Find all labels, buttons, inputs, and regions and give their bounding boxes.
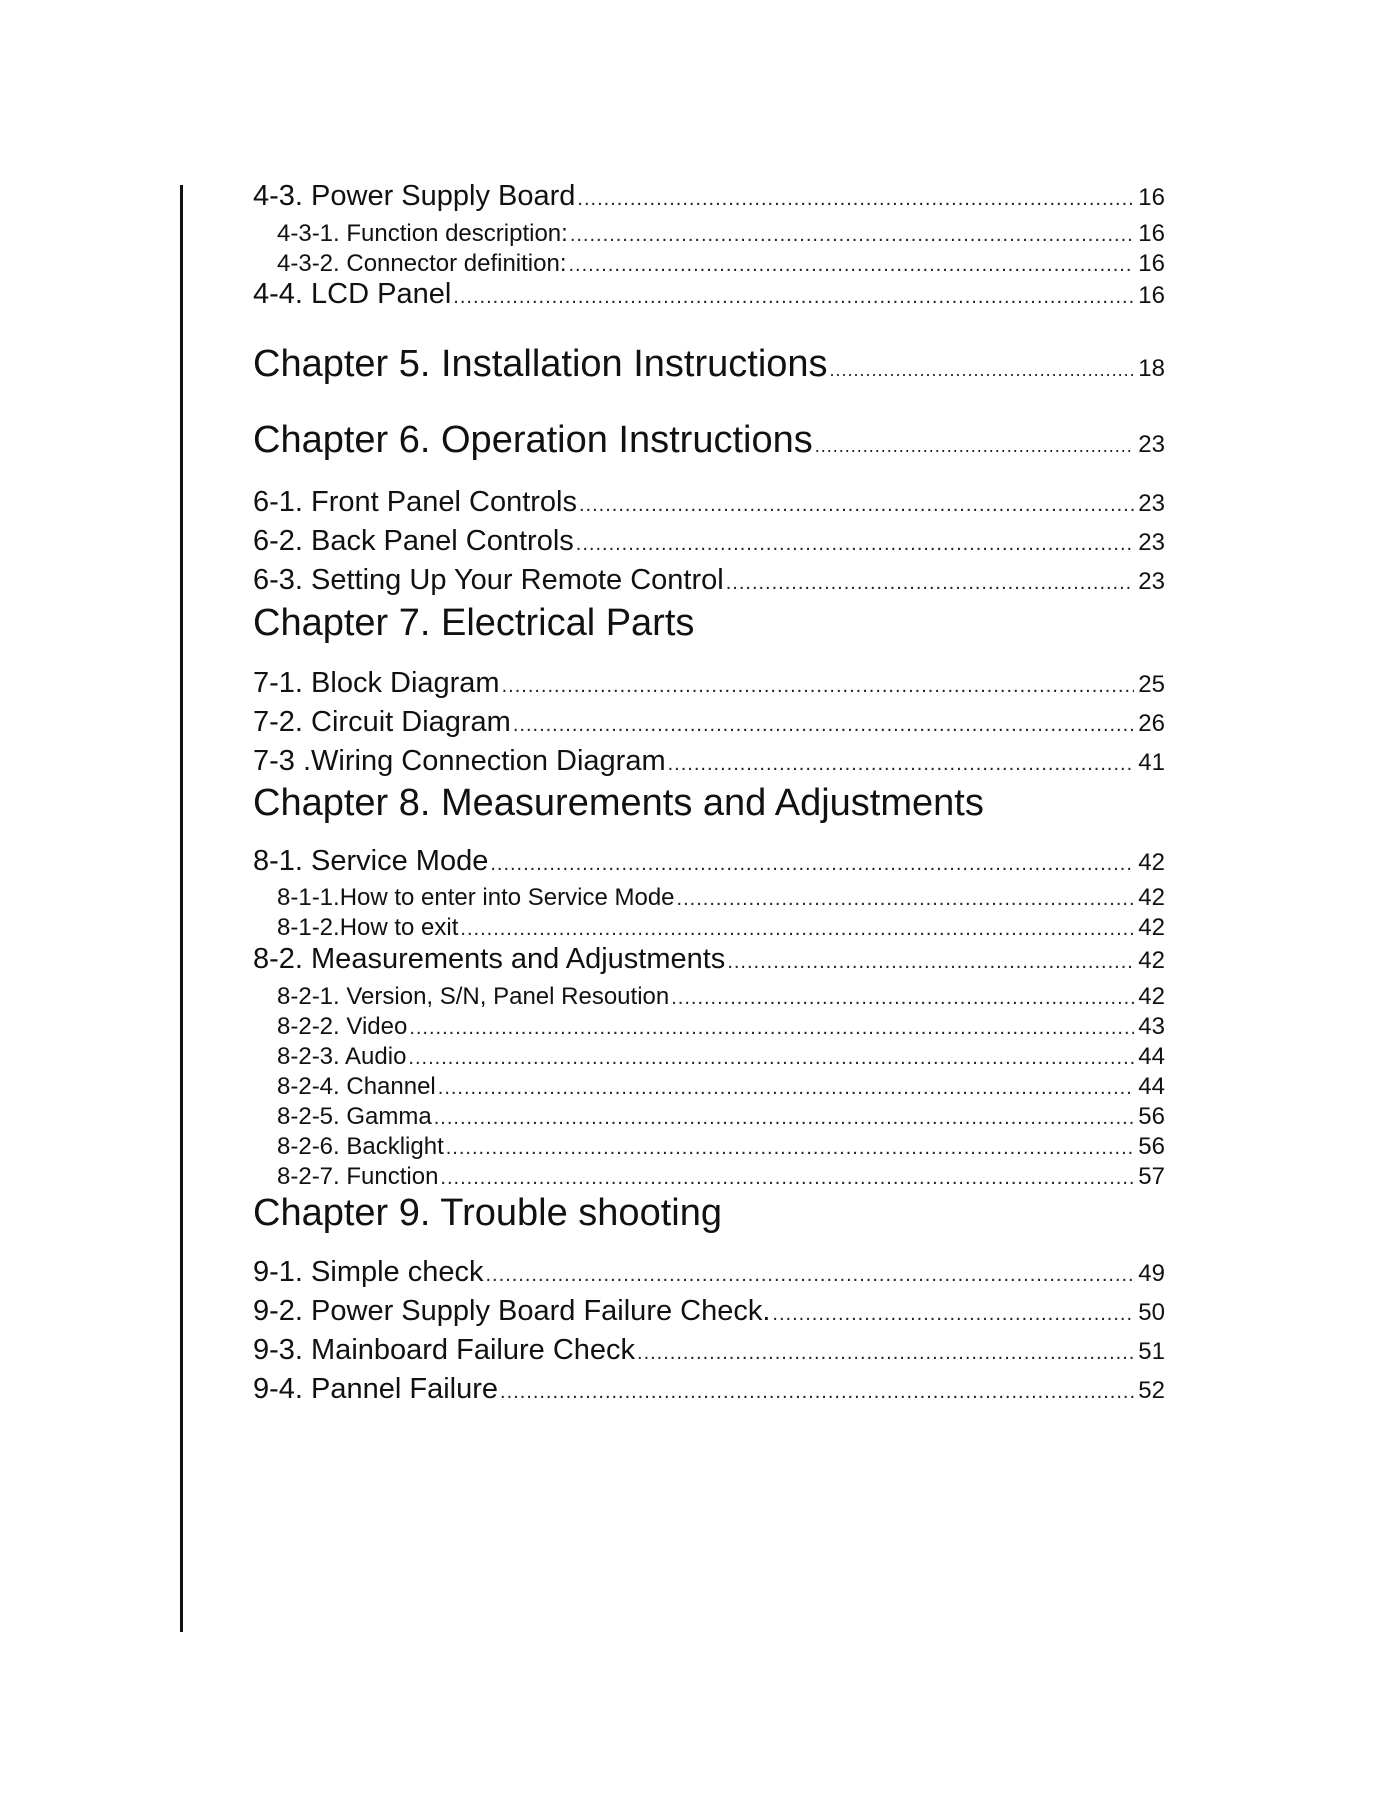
table-of-contents — [253, 0, 1165, 1812]
toc-entry-page: 42 — [1138, 947, 1165, 974]
toc-entry-6-2[interactable] — [253, 525, 1165, 558]
toc-entry-6-1[interactable] — [253, 486, 1165, 519]
toc-entry-label: 7-3 .Wiring Connection Diagram — [253, 745, 666, 777]
dot-leader — [446, 1137, 1134, 1160]
dot-leader — [677, 888, 1134, 911]
toc-entry-label: 9-4. Pannel Failure — [253, 1373, 499, 1405]
dot-leader — [726, 572, 1134, 595]
dot-leader — [671, 987, 1134, 1010]
toc-entry-label: 8-1-1.How to enter into Service Mode — [277, 884, 675, 911]
toc-entry-8-2-5[interactable] — [277, 1103, 1165, 1131]
toc-entry-page: 16 — [1138, 250, 1165, 277]
toc-entry-label: 8-2-4. Channel — [277, 1073, 436, 1100]
toc-entry-7-1[interactable] — [253, 667, 1165, 700]
toc-entry-9-4[interactable] — [253, 1373, 1165, 1406]
toc-entry-8-2-7[interactable] — [277, 1163, 1165, 1191]
toc-entry-page: 25 — [1138, 671, 1165, 698]
dot-leader — [727, 951, 1134, 974]
toc-entry-page: 42 — [1138, 849, 1165, 876]
toc-entry-label: 8-2-2. Video — [277, 1013, 408, 1040]
toc-entry-page: 44 — [1138, 1043, 1165, 1070]
toc-entry-page: 23 — [1138, 431, 1165, 458]
dot-leader — [408, 1047, 1134, 1070]
toc-entry-page: 56 — [1138, 1133, 1165, 1160]
dot-leader — [486, 1264, 1135, 1287]
dot-leader — [438, 1077, 1134, 1100]
toc-entry-page: 26 — [1138, 710, 1165, 737]
toc-entry-label: 8-2-6. Backlight — [277, 1133, 444, 1160]
toc-entry-label: 9-2. Power Supply Board Failure Check. — [253, 1295, 771, 1327]
toc-entry-label: 8-2-5. Gamma — [277, 1103, 432, 1130]
toc-entry-page: 52 — [1138, 1377, 1165, 1404]
toc-entry-label: 8-2-7. Function — [277, 1163, 439, 1190]
dot-leader — [569, 254, 1135, 277]
toc-entry-label: Chapter 6. Operation Instructions — [253, 419, 813, 461]
dot-leader — [490, 853, 1134, 876]
toc-entry-label: 8-2-1. Version, S/N, Panel Resoution — [277, 983, 670, 1010]
toc-entry-4-3-2[interactable] — [277, 250, 1165, 278]
toc-entry-page: 42 — [1138, 983, 1165, 1010]
margin-rule — [180, 185, 183, 1632]
toc-entry-9-3[interactable] — [253, 1334, 1165, 1367]
toc-entry-page: 44 — [1138, 1073, 1165, 1100]
toc-entry-8-2-3[interactable] — [277, 1043, 1165, 1071]
toc-entry-8-2-4[interactable] — [277, 1073, 1165, 1101]
toc-chapter-9-heading[interactable]: Chapter 9. Trouble shooting — [253, 1192, 722, 1234]
toc-entry-4-3[interactable] — [253, 180, 1165, 213]
dot-leader — [502, 675, 1134, 698]
toc-entry-label: Chapter 5. Installation Instructions — [253, 343, 828, 385]
dot-leader — [440, 1167, 1134, 1190]
toc-entry-label: 4-3-1. Function description: — [277, 220, 568, 247]
toc-entry-6-3[interactable] — [253, 564, 1165, 597]
toc-entry-label: 6-2. Back Panel Controls — [253, 525, 574, 557]
toc-entry-8-1-2[interactable] — [277, 914, 1165, 942]
toc-entry-8-2-1[interactable] — [277, 983, 1165, 1011]
toc-entry-page: 23 — [1138, 490, 1165, 517]
toc-entry-label: 4-3-2. Connector definition: — [277, 250, 567, 277]
toc-entry-8-1-1[interactable] — [277, 884, 1165, 912]
toc-entry-7-2[interactable] — [253, 706, 1165, 739]
toc-entry-label: 4-4. LCD Panel — [253, 278, 452, 310]
dot-leader — [637, 1342, 1134, 1365]
dot-leader — [434, 1107, 1134, 1130]
dot-leader — [453, 286, 1134, 309]
toc-entry-label: 6-3. Setting Up Your Remote Control — [253, 564, 724, 596]
dot-leader — [579, 494, 1134, 517]
toc-entry-page: 18 — [1138, 355, 1165, 382]
toc-entry-page: 56 — [1138, 1103, 1165, 1130]
toc-entry-label: 6-1. Front Panel Controls — [253, 486, 577, 518]
toc-entry-page: 42 — [1138, 884, 1165, 911]
toc-entry-7-3[interactable] — [253, 745, 1165, 778]
dot-leader — [576, 533, 1134, 556]
toc-entry-page: 41 — [1138, 749, 1165, 776]
toc-entry-label: 7-1. Block Diagram — [253, 667, 500, 699]
dot-leader — [815, 436, 1134, 457]
toc-entry-label: 4-3. Power Supply Board — [253, 180, 576, 212]
toc-entry-8-2-6[interactable] — [277, 1133, 1165, 1161]
toc-entry-page: 42 — [1138, 914, 1165, 941]
toc-chapter-8-heading[interactable]: Chapter 8. Measurements and Adjustments — [253, 782, 984, 824]
toc-entry-page: 16 — [1138, 282, 1165, 309]
dot-leader — [513, 714, 1134, 737]
dot-leader — [830, 360, 1134, 381]
toc-entry-label: 8-2-3. Audio — [277, 1043, 407, 1070]
toc-entry-8-2[interactable] — [253, 943, 1165, 976]
toc-entry-9-2[interactable] — [253, 1295, 1165, 1328]
toc-entry-page: 23 — [1138, 529, 1165, 556]
toc-entry-page: 43 — [1138, 1013, 1165, 1040]
toc-entry-8-1[interactable] — [253, 845, 1165, 878]
toc-entry-4-3-1[interactable] — [277, 220, 1165, 248]
toc-entry-page: 51 — [1138, 1338, 1165, 1365]
toc-chapter-7-heading[interactable]: Chapter 7. Electrical Parts — [253, 602, 695, 644]
toc-entry-label: 9-1. Simple check — [253, 1256, 484, 1288]
dot-leader — [668, 753, 1134, 776]
toc-entry-page: 49 — [1138, 1260, 1165, 1287]
toc-chapter-6[interactable] — [253, 419, 1165, 462]
toc-entry-page: 16 — [1138, 220, 1165, 247]
toc-chapter-5[interactable] — [253, 343, 1165, 386]
toc-entry-label: 9-3. Mainboard Failure Check — [253, 1334, 636, 1366]
toc-entry-page: 57 — [1138, 1163, 1165, 1190]
toc-entry-9-1[interactable] — [253, 1256, 1165, 1289]
toc-entry-page: 23 — [1138, 568, 1165, 595]
toc-entry-label: 7-2. Circuit Diagram — [253, 706, 511, 738]
dot-leader — [460, 918, 1134, 941]
toc-entry-page: 50 — [1138, 1299, 1165, 1326]
toc-entry-4-4[interactable] — [253, 278, 1165, 311]
toc-entry-8-2-2[interactable] — [277, 1013, 1165, 1041]
dot-leader — [570, 224, 1134, 247]
toc-entry-label: 8-1. Service Mode — [253, 845, 489, 877]
dot-leader — [500, 1381, 1134, 1404]
toc-entry-label: 8-2. Measurements and Adjustments — [253, 943, 726, 975]
dot-leader — [409, 1017, 1134, 1040]
dot-leader — [772, 1303, 1134, 1326]
toc-entry-page: 16 — [1138, 184, 1165, 211]
toc-entry-label: 8-1-2.How to exit — [277, 914, 459, 941]
dot-leader — [577, 188, 1134, 211]
